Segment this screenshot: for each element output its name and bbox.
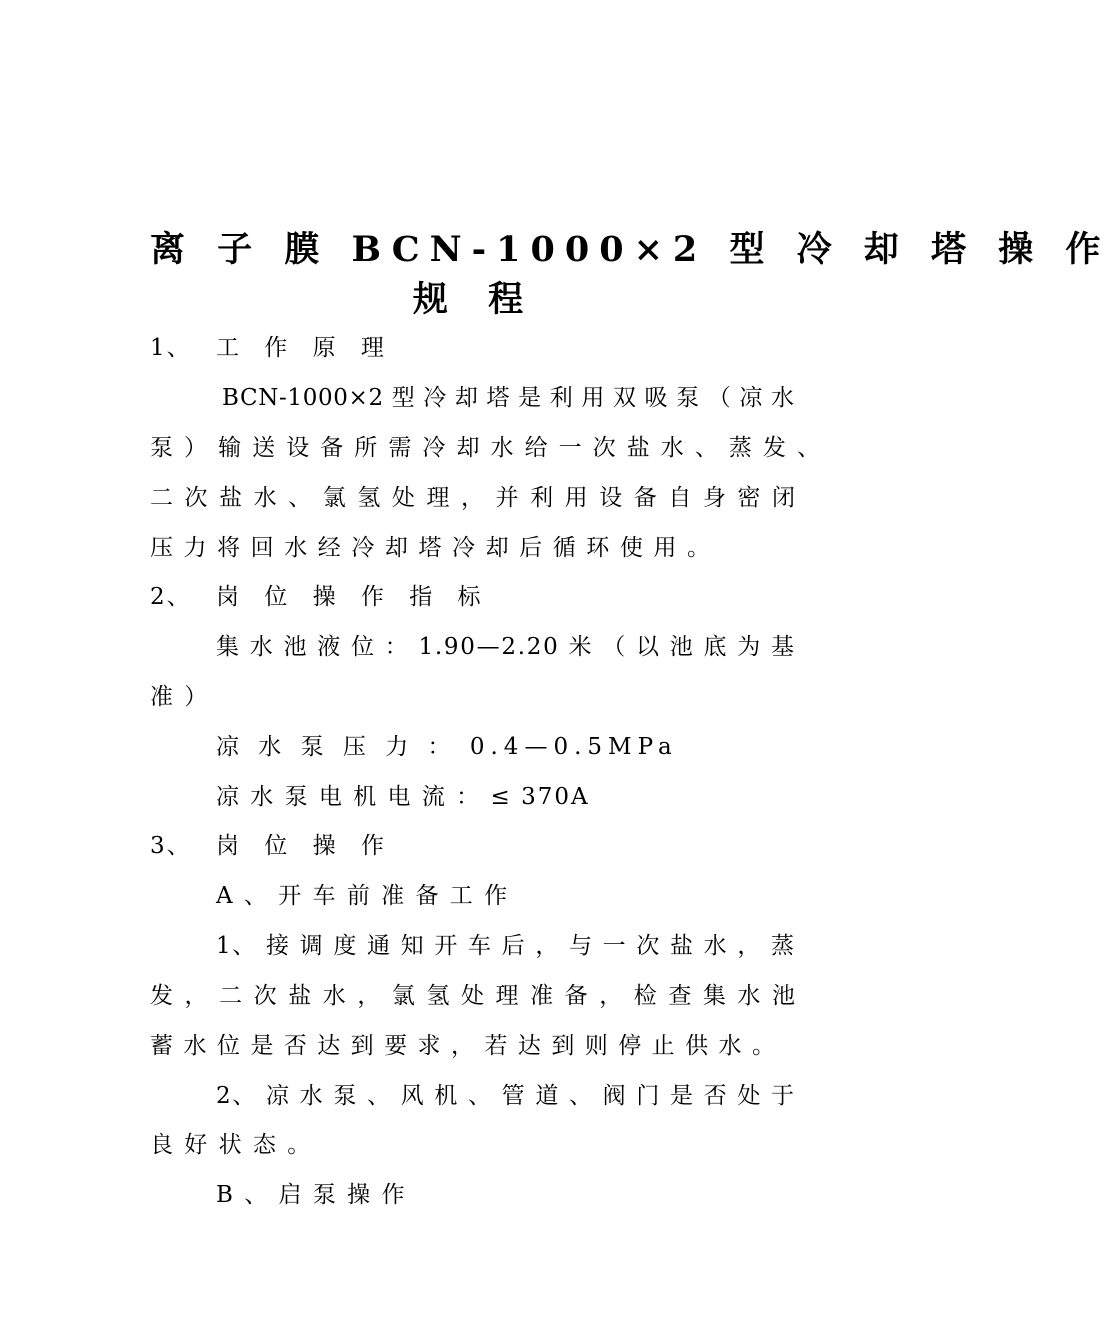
section-2-heading xyxy=(150,582,800,612)
paragraph-line: 泵 ） 输 送 设 备 所 需 冷 却 水 给 一 次 盐 水 、 蒸 发 、 xyxy=(150,435,822,461)
paragraph-line: 蓄 水 位 是 否 达 到 要 求 ， 若 达 到 则 停 止 供 水 。 xyxy=(150,1033,777,1059)
paragraph-line: 二 次 盐 水 、 氯 氢 处 理 ， 并 利 用 设 备 自 身 密 闭 xyxy=(150,485,798,511)
paragraph-line: A 、 开 车 前 准 备 工 作 xyxy=(216,883,510,909)
section-3-heading xyxy=(150,831,800,861)
section-number: 3、 xyxy=(150,833,192,859)
paragraph-line: 1、 接 调 度 通 知 开 车 后 ， 与 一 次 盐 水 ， 蒸 xyxy=(216,933,796,959)
paragraph-line: 压 力 将 回 水 经 冷 却 塔 冷 却 后 循 环 使 用 。 xyxy=(150,535,712,561)
section-number: 1、 xyxy=(150,335,192,361)
section-heading-text: 岗 位 操 作 指 标 xyxy=(216,584,490,610)
section-number: 2、 xyxy=(150,584,192,610)
paragraph-line: 准 ） xyxy=(150,684,210,710)
paragraph-line: 良 好 状 态 。 xyxy=(150,1132,313,1158)
section-heading-text: 工 作 原 理 xyxy=(216,335,393,361)
document-title-line-1: 离 子 膜 BCN-1000×2 型 冷 却 塔 操 作 xyxy=(150,229,1110,270)
paragraph-line: 凉 水 泵 电 机 电 流 ： ≤ 370A xyxy=(216,784,590,810)
section-heading-text: 岗 位 操 作 xyxy=(216,833,393,859)
paragraph-line: 发 ， 二 次 盐 水 ， 氯 氢 处 理 准 备 ， 检 查 集 水 池 xyxy=(150,983,798,1009)
paragraph-line: 集 水 池 液 位 ： 1.90—2.20 米 （ 以 池 底 为 基 xyxy=(216,634,796,660)
paragraph-line: 凉 水 泵 压 力 ： 0.4—0.5MPa xyxy=(216,734,678,760)
paragraph-line: B 、 启 泵 操 作 xyxy=(216,1182,407,1208)
paragraph-line: 2、 凉 水 泵 、 风 机 、 管 道 、 阀 门 是 否 处 于 xyxy=(216,1083,796,1109)
paragraph-line: BCN-1000×2 型 冷 却 塔 是 利 用 双 吸 泵 （ 凉 水 xyxy=(222,385,795,411)
section-1-heading xyxy=(150,333,800,363)
document-title-line-2: 规 程 xyxy=(412,279,538,320)
